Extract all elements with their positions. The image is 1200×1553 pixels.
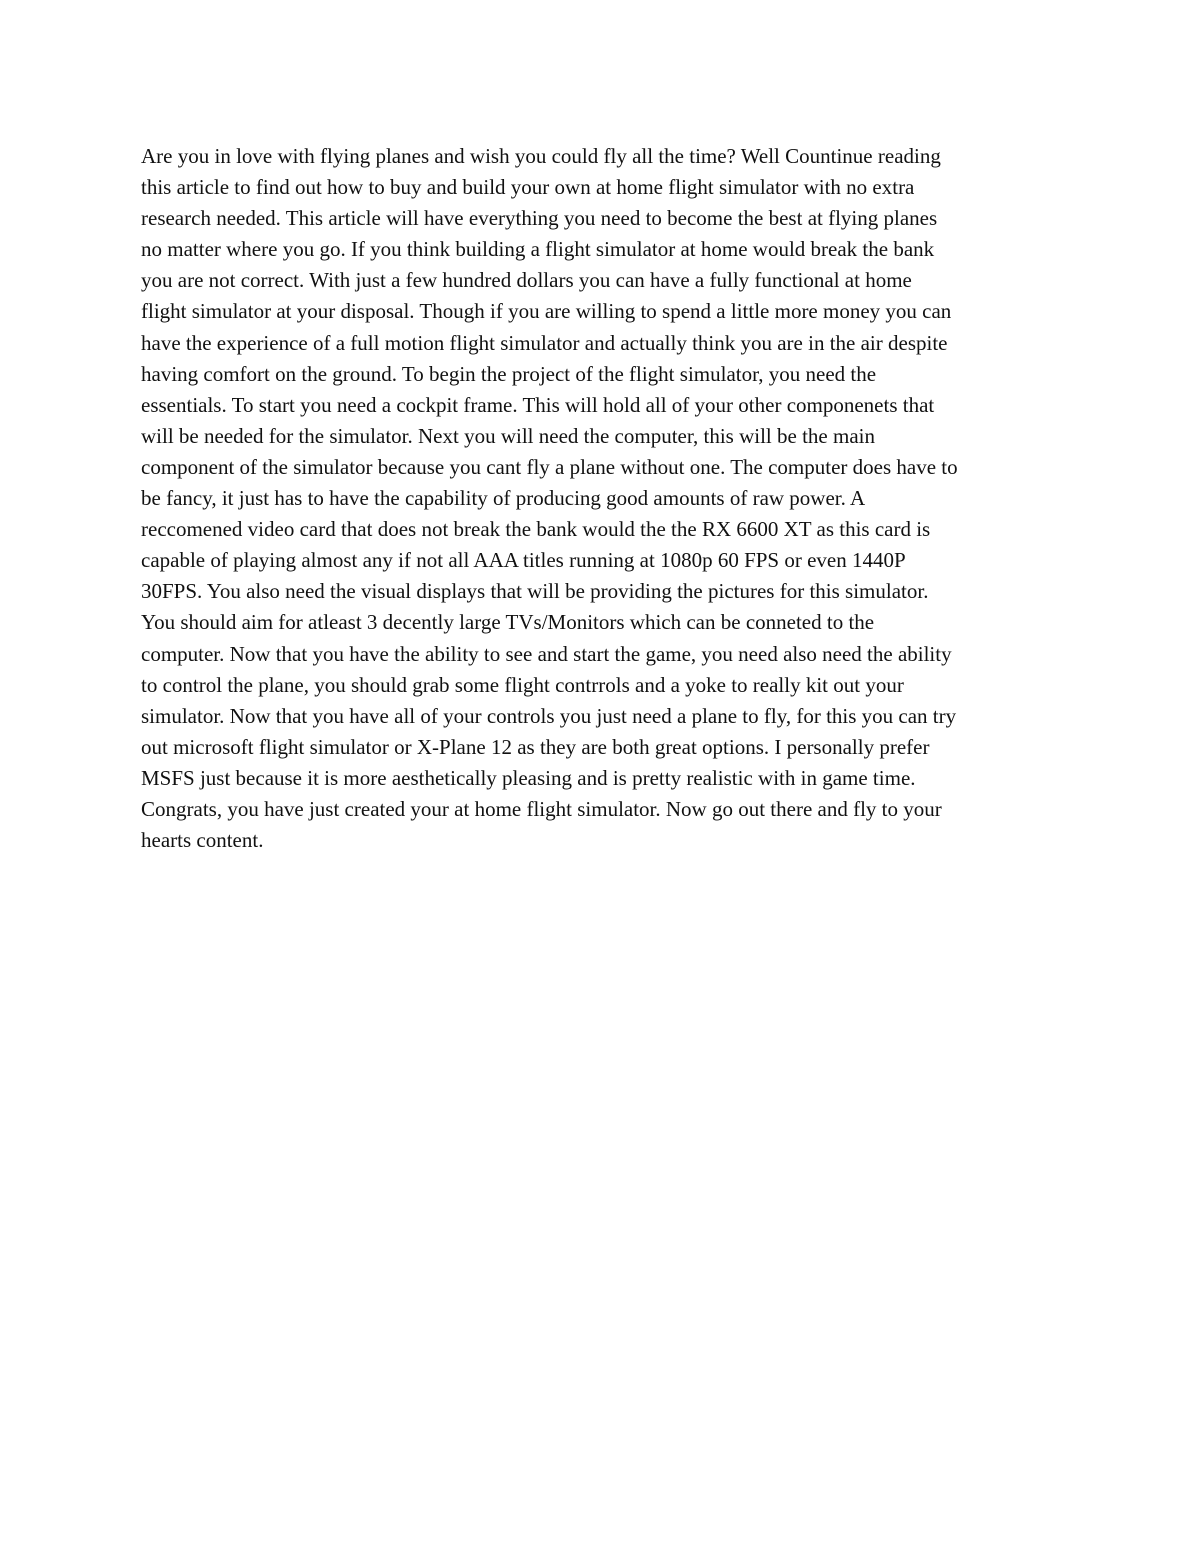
paragraph-line: Congrats, you have just created your at home flight simulator. Now go out there and fly to your — [141, 796, 942, 821]
paragraph-line: having comfort on the ground. To begin the project of the flight simulator, you need the — [141, 361, 877, 386]
paragraph-line: MSFS just because it is more aesthetically pleasing and is pretty realistic with in game time. — [141, 765, 916, 790]
paragraph-line: will be needed for the simulator. Next you will need the computer, this will be the main — [141, 423, 875, 448]
paragraph-line: component of the simulator because you cant fly a plane without one. The computer does have to — [141, 454, 958, 479]
paragraph-line: essentials. To start you need a cockpit frame. This will hold all of your other componenets that — [141, 392, 935, 417]
paragraph-line: no matter where you go. If you think building a flight simulator at home would break the bank — [141, 237, 935, 262]
paragraph-line: be fancy, it just has to have the capability of producing good amounts of raw power. A — [141, 486, 866, 511]
paragraph-line: you are not correct. With just a few hundred dollars you can have a fully functional at home — [141, 268, 912, 293]
paragraph-line: this article to find out how to buy and build your own at home flight simulator with no extra — [141, 175, 915, 200]
paragraph-line: simulator. Now that you have all of your controls you just need a plane to fly, for this you can try — [141, 703, 957, 728]
paragraph-line: computer. Now that you have the ability to see and start the game, you need also need the ability — [141, 641, 952, 666]
paragraph-line: capable of playing almost any if not all AAA titles running at 1080p 60 FPS or even 1440P — [141, 548, 906, 573]
paragraph-line: to control the plane, you should grab some flight contrrols and a yoke to really kit out your — [141, 672, 904, 697]
paragraph-line: out microsoft flight simulator or X-Plane 12 as they are both great options. I personally prefer — [141, 734, 930, 759]
paragraph-line: reccomened video card that does not break the bank would the the RX 6600 XT as this card is — [141, 517, 931, 542]
article-paragraph — [141, 141, 1081, 856]
paragraph-line: 30FPS. You also need the visual displays that will be providing the pictures for this simulator. — [141, 579, 929, 604]
paragraph-line: You should aim for atleast 3 decently large TVs/Monitors which can be conneted to the — [141, 610, 875, 635]
paragraph-line: have the experience of a full motion flight simulator and actually think you are in the air despite — [141, 330, 948, 355]
paragraph-line: Are you in love with flying planes and wish you could fly all the time? Well Countinue reading — [141, 144, 941, 168]
paragraph-line: flight simulator at your disposal. Though if you are willing to spend a little more money you can — [141, 299, 952, 324]
paragraph-line: hearts content. — [141, 828, 264, 853]
paragraph-line: research needed. This article will have everything you need to become the best at flying planes — [141, 206, 938, 231]
